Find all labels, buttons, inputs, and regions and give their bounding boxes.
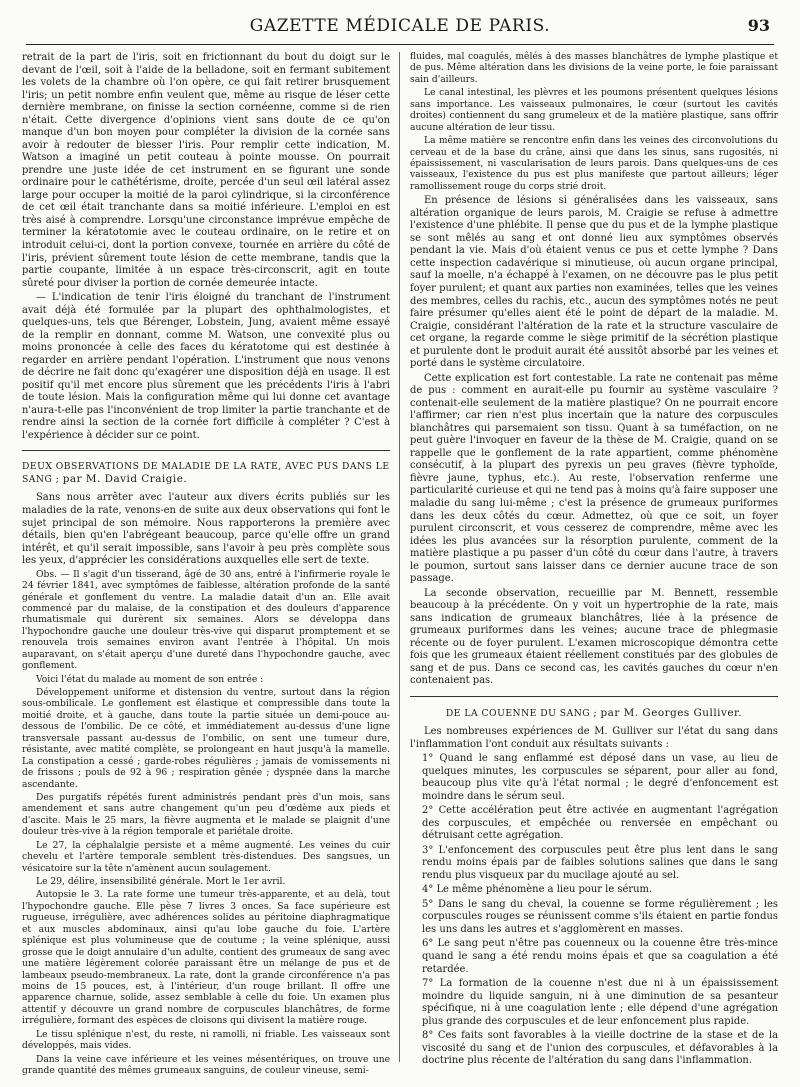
observation-continued	[410, 52, 778, 193]
paragraph: Des purgatifs répétés furent administrés pendant près d'un mois, sans amendement et sans autre changement qu'un peu d'œdème aux pieds et d'ascite. Mais le 25 mars, la fièvre augmenta et le malade se plaignit d'une douleur très-vive à la région temporale et pariétale droite.	[22, 792, 390, 838]
list-item: 5° Dans le sang du cheval, la couenne se forme régulièrement ; les corpuscules rouges se réunissent comme s'ils étaient en partie fondus les uns dans les autres et s'agglomèrent en masses.	[422, 898, 778, 935]
paragraph: Le tissu splénique n'est, du reste, ni ramolli, ni friable. Les vaisseaux sont développés, mais vides.	[22, 1029, 390, 1052]
left-column	[22, 52, 390, 1079]
paragraph: La seconde observation, recueillie par M. Bennett, ressemble beaucoup à la précédente. On y voit un hypertrophie de la rate, mais sans indication de grumeaux blanchâtres, liée à la présence de grumeaux puriformes dans les veines; aucune trace de phlegmasie récente ou de foyer purulent. L'examen microscopique démontra cette fois que les grumeaux étaient réellement constitués par des globules de sang et de pus. Dans ce second cas, les cavités gauches du cœur n'en contenaient pas.	[410, 587, 778, 687]
paragraph: Sans nous arrêter avec l'auteur aux divers écrits publiés sur les maladies de la rate, venons-en de suite aux deux observations qui font le sujet principal de son mémoire. Nous rapporterons la première avec détails, bien qu'en l'abrégeant beaucoup, parce qu'elle offre un grand intérêt, et qu'il serait impossible, sans l'avoir à peu près complète sous les yeux, d'apprécier les considérations auxquelles elle sert de texte.	[22, 492, 390, 567]
paragraph: Autopsie le 3. La rate forme une tumeur très-apparente, et au delà, tout l'hypochondre gauche. Elle pèse 7 livres 3 onces. Sa face supérieure est rugueuse, irrégulière, avec adhérences solides au péritoine diaphragmatique et aux muscles abdominaux, ainsi qu'au lobe gauche du foie. L'artère splénique est plus volumineuse que de coutume ; la veine splénique, aussi grosse que le doigt annulaire d'un adulte, contient des grumeaux de sang avec une matière légèrement colorée paraissant être un mélange de pus et de lambeaux pseudo-membraneux. La rate, dont la grande circonférence n'a pas moins de 15 pouces, est, à l'intérieur, d'un rouge brillant. Il offre une apparence charnue, solide, assez semblable à celle du foie. Un examen plus attentif y découvre un grand nombre de corpuscules blanchâtres, de forme irrégulière, formant des espèces de cloisons qui divisent la matière rouge.	[22, 890, 390, 1027]
article-author: par M. Georges Gulliver.	[600, 706, 743, 719]
list-item: 1° Quand le sang enflammé est déposé dans un vase, au lieu de quelques minutes, les corpuscules se séparent, pour aller au fond, beaucoup plus vite qu'à l'état normal ; le degré d'enfoncement est moindre dans le sérum seul.	[422, 753, 778, 802]
paragraph: La même matière se rencontre enfin dans les veines des circonvolutions du cerveau et de la base du crâne, ainsi que dans les sinus, sans rugosités, ni épaississement, ni vascularisation de leurs parois. Dans quelques-uns de ces vaisseaux, l'existence du pus est plus manifeste que partout ailleurs; léger ramollissement rouge du corps strié droit.	[410, 136, 778, 192]
paragraph: Le 27, la céphalalgie persiste et a même augmenté. Les veines du cuir chevelu et l'artère temporale semblent très-distendues. Des sangsues, un vésicatoire sur la tête n'amènent aucun soulagement.	[22, 840, 390, 874]
paragraph: Les nombreuses expériences de M. Gulliver sur l'état du sang dans l'inflammation l'ont conduit aux résultats suivants :	[410, 725, 778, 750]
list-item: 8° Ces faits sont favorables à la vieille doctrine de la stase et de la viscosité du sang et de l'union des corpuscules, et défavorables à la doctrine plus récente de l'altération du sang dans l'inflammation.	[422, 1030, 778, 1067]
paragraph: Cette explication est fort contestable. La rate ne contenait pas même de pus : comment en aurait-elle pu fournir au système vasculaire ? contenait-elle seulement de la matière plastique? On ne pourrait encore l'affirmer; car rien n'est plus incertain que la nature des corpuscules blanchâtres qui parsemaient son tissu. Quant à sa tuméfaction, on ne peut guère l'invoquer en faveur de la thèse de M. Craigie, quand on se rappelle que le gonflement de la rate appartient, comme phénomène consécutif, à la plupart des pyrexis un peu graves (fièvre typhoïde, fièvre jaune, typhus, etc.). Au reste, l'observation renferme une particularité curieuse et qui ne tend pas à moins qu'à faire supposer une maladie du sang lui-même ; c'est la présence de grumeaux puriformes dans les deux côtés du cœur. Admettez, où que ce soit, un foyer purulent circonscrit, et vous cesserez de comprendre, même avec les idées les plus avancées sur la résorption purulente, comment de la matière plastique a pu passer d'un côté du cœur dans l'autre, à travers le poumon, surtout sans laisser dans ce dernier aucune trace de son passage.	[410, 372, 778, 585]
paragraph: Développement uniforme et distension du ventre, surtout dans la région sous-ombilicale. Le gonflement est élastique et compressible dans toute la moitié droite, et à gauche, dans toute la partie située un demi-pouce au-dessous de l'ombilic. De ce côté, et immédiatement au-dessus d'une ligne transversale passant au-dessus de l'ombilic, on sent une tumeur dure, résistante, avec matité complète, se prolongeant en haut jusqu'à la mamelle. La constipation a cessé ; garde-robes régulières ; jamais de vomissements ni de frissons ; pouls de 92 à 96 ; respiration gênée ; dyspnée dans la marche ascendante.	[22, 688, 390, 790]
page-header	[26, 14, 774, 45]
list-item: 7° La formation de la couenne n'est due ni à un épaississement moindre du liquide sanguin, ni à une diminution de sa pesanteur spécifique, ni à une coagulation lente ; elle dépend d'une agrégation plus grande des corpuscules et de leur enfoncement plus rapide.	[422, 978, 778, 1027]
paragraph: fluides, mal coagulés, mêlés à des masses blanchâtres de lymphe plastique et de pus. Même altération dans les divisions de la veine porte, le foie paraissant sain d'ailleurs.	[410, 52, 778, 85]
paragraph: Le canal intestinal, les plèvres et les poumons présentent quelques lésions sans importance. Les vaisseaux pulmonaires, le cœur (surtout les cavités droites) contiennent du sang grumeleux et de la matière plastique, sans offrir aucune altération de leur tissu.	[410, 88, 778, 133]
column-divider	[399, 52, 400, 1062]
results-list	[410, 753, 778, 1068]
article-author: par M. David Craigie.	[62, 473, 188, 486]
section-rule	[22, 450, 390, 451]
list-item: 3° L'enfoncement des corpuscules peut être plus lent dans le sang rendu moins épais par de faibles solutions salines que dans le sang rendu plus visqueux par du mucilage ajouté au sel.	[422, 844, 778, 881]
section-rule	[410, 696, 778, 697]
list-item: 2° Cette accélération peut être activée en augmentant l'agrégation des corpuscules, et empêchée ou renversée en empêchant ou détruisant cette agrégation.	[422, 805, 778, 842]
paragraph: Obs. — Il s'agit d'un tisserand, âgé de 30 ans, entré à l'infirmerie royale le 24 février 1841, avec symptômes de faiblesse, altération profonde de la santé générale et gonflement du ventre. La maladie datait d'un an. Elle avait commencé par du malaise, de la constipation et des douleurs d'apparence rhumatismale qui durèrent six semaines. Alors se développa dans l'hypochondre gauche une douleur très-vive qui disparut promptement et se renouvela trois semaines environ avant l'entrée à l'hôpital. Un mois auparavant, on s'était aperçu d'une dureté dans l'hypochondre gauche, avec gonflement.	[22, 569, 390, 672]
observation-block	[22, 570, 390, 1078]
article-title-text: DEUX OBSERVATIONS DE MALADIE DE LA RATE, AVEC PUS DANS LE SANG ;	[22, 461, 390, 486]
paragraph: Dans la veine cave inférieure et les veines mésentériques, on trouve une grande quantité des mêmes grumeaux sanguins, de couleur vineuse, semi-	[22, 1054, 390, 1077]
list-item: 6° Le sang peut n'être pas couenneux ou la couenne être très-mince quand le sang a été rendu moins épais et que sa coagulation a été retardée.	[422, 938, 778, 975]
right-column	[410, 52, 778, 1070]
paragraph: En présence de lésions si généralisées dans les vaisseaux, sans altération organique de leurs parois, M. Craigie se refuse à admettre l'existence d'une phlébite. Il pense que du pus et de la lymphe plastique se sont mêlés au sang et ont donné lieu aux symptômes observés pendant la vie. Mais d'où étaient venus ce pus et cette lymphe ? Dans cette inspection cadavérique si minutieuse, où aucun organe principal, sauf la moelle, n'a échappé à l'examen, on ne découvre pas le plus petit foyer purulent; et quant aux parties non examinées, telles que les veines des membres, celles du rachis, etc., aucun des symptômes notés ne peut faire présumer qu'elles aient été le point de départ de la maladie. M. Craigie, considérant l'altération de la rate et la structure vasculaire de cet organe, la regarde comme le siège primitif de la sécrétion plastique et purulente dont le produit aurait été aussitôt absorbé par les veines et porté dans le système circulatoire.	[410, 195, 778, 370]
article-title	[410, 707, 778, 720]
article-title-text: DE LA COUENNE DU SANG ;	[445, 707, 598, 719]
list-item: 4° Le même phénomène a lieu pour le sérum.	[422, 884, 653, 896]
paragraph: Le 29, délire, insensibilité générale. Mort le 1er avril.	[36, 877, 286, 888]
paragraph: — L'indication de tenir l'iris éloigné du tranchant de l'instrument avait déjà été formulée par la plupart des ophthalmologistes, et quelques-uns, tels que Bérenger, Lobstein, Jung, avaient même essayé de la remplir en donnant, comme M. Watson, une convexité plus ou moins prononcée à celle des faces du kératotome qui est destinée à regarder en arrière pendant l'opération. L'instrument que nous venons de décrire ne fait donc qu'exagérer une disposition déjà en usage. Il est positif qu'il met encore plus sûrement que les précédents l'iris à l'abri de toute lésion. Mais la configuration même qui lui donne cet avantage n'aura-t-elle pas l'inconvénient de trop limiter la partie tranchante et de rendre ainsi la section de la cornée fort difficile à compléter ? C'est à l'expérience à décider sur ce point.	[22, 292, 390, 441]
journal-title: GAZETTE MÉDICALE DE PARIS.	[249, 16, 551, 36]
article-title	[22, 461, 390, 486]
page-number: 93	[747, 16, 770, 35]
paragraph: Voici l'état du malade au moment de son entrée :	[36, 674, 264, 685]
paragraph: retrait de la part de l'iris, soit en frictionnant du bout du doigt sur le devant de l'œil, soit à l'aide de la belladone, soit en fermant subitement les volets de la chambre où l'on opère, ce qui fait retirer brusquement l'iris; un petit nombre enfin veulent que, même au risque de léser cette dernière membrane, on finisse la section cornéenne, comme si de rien n'était. Cette divergence d'opinions vient sans doute de ce qu'on manque d'un bon moyen pour compléter la division de la cornée sans avoir à redouter de blesser l'iris. Pour remplir cette indication, M. Watson a imaginé un petit couteau à pointe mousse. On pourrait prendre une juste idée de cet instrument en se figurant une sonde ordinaire pour le cathétérisme, droite, percée d'un seul œil latéral assez large pour occuper la moitié de la paroi cylindrique, si la circonférence de cet œil était tranchante dans sa moitié inférieure. L'emploi en est très aisé à comprendre. Lorsqu'une circonstance imprévue empêche de terminer la kératotomie avec le couteau ordinaire, on le retire et on introduit celui-ci, dont la portion convexe, tournée en arrière du côté de l'iris, prévient sûrement toute lésion de cette membrane, tandis que la partie coupante, limitée à un espace très-circonscrit, agit en toute sûreté pour diviser la portion de cornée demeurée intacte.	[22, 52, 390, 289]
